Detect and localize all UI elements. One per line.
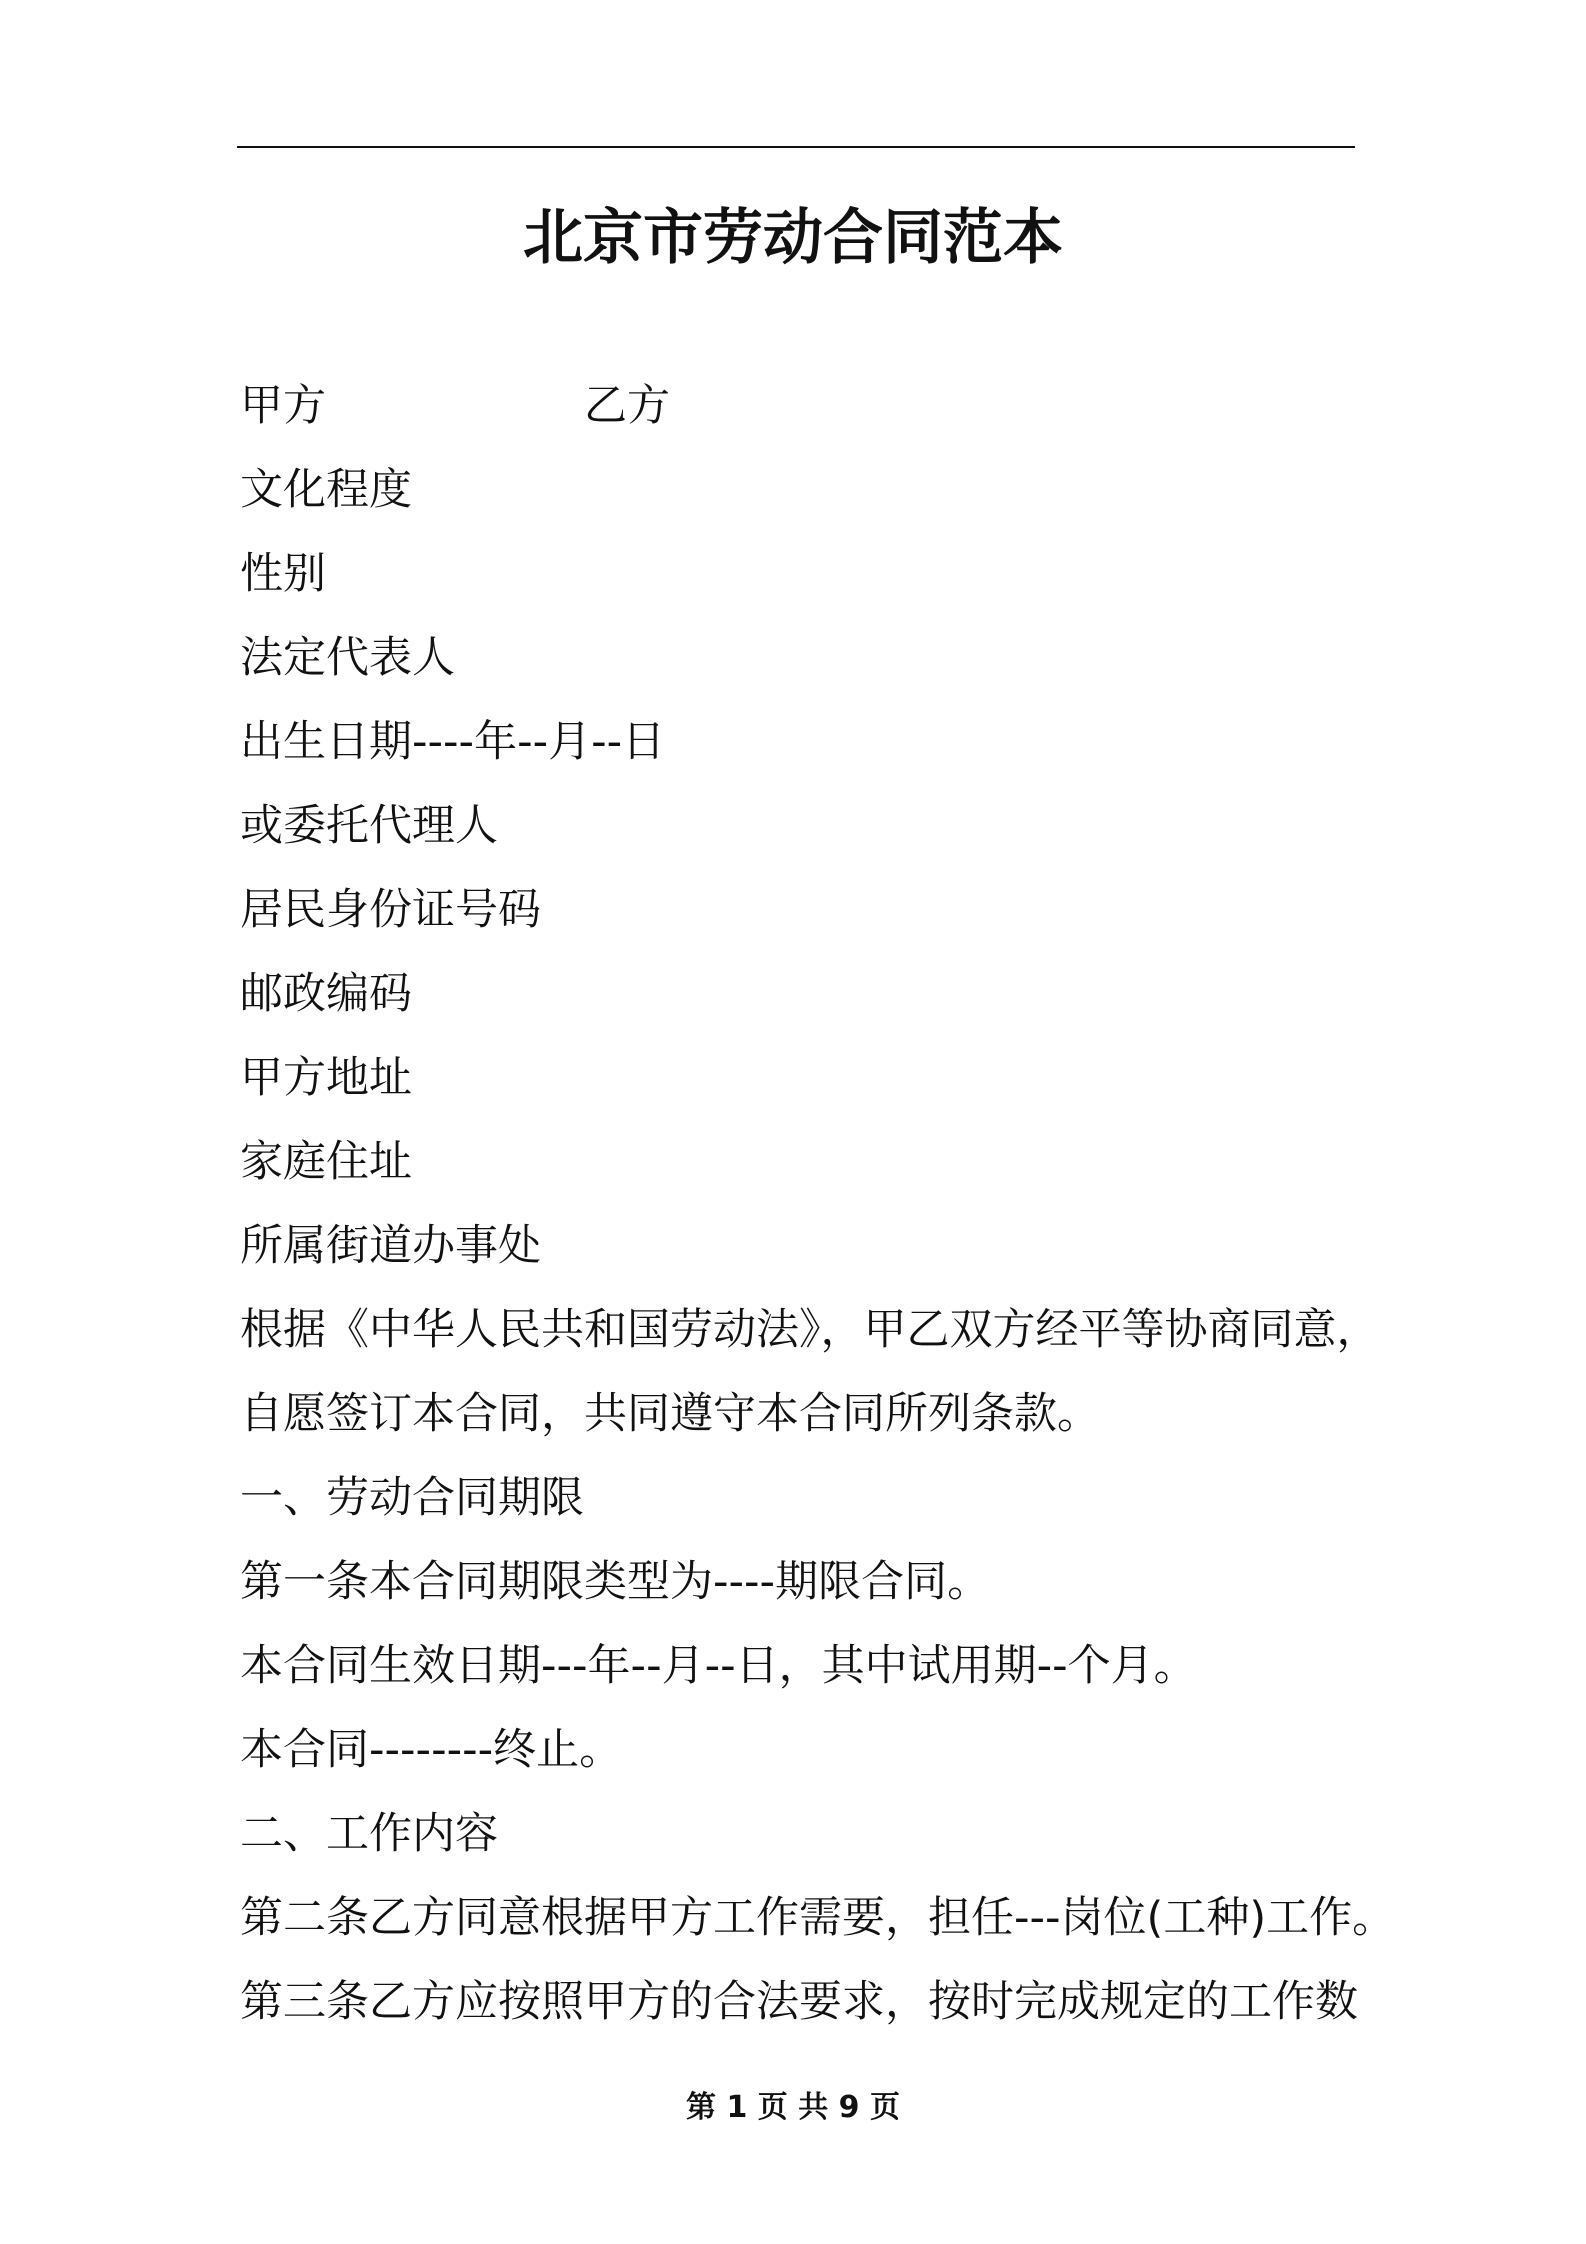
header-rule	[237, 146, 1355, 148]
party-line	[240, 364, 1380, 448]
education-label: 文化程度	[240, 465, 412, 515]
section-heading-contract-term: 一、劳动合同期限	[240, 1473, 584, 1523]
page-number-footer: 第 1 页 共 9 页	[686, 2090, 900, 2125]
article-2: 第二条乙方同意根据甲方工作需要，担任---岗位(工种)工作。	[240, 1893, 1396, 1943]
authorized-agent-label: 或委托代理人	[240, 801, 498, 851]
article-3-start: 第三条乙方应按照甲方的合法要求，按时完成规定的工作数	[240, 1977, 1358, 2027]
id-number-label: 居民身份证号码	[240, 885, 541, 935]
street-office-label: 所属街道办事处	[240, 1221, 541, 1271]
document-body	[240, 364, 1396, 2044]
party-a-address-label: 甲方地址	[240, 1053, 412, 1103]
preamble-line-1: 根据《中华人民共和国劳动法》，甲乙双方经平等协商同意，	[240, 1305, 1380, 1355]
party-b-label: 乙方	[584, 381, 670, 431]
birth-date-line: 出生日期----年--月--日	[240, 717, 666, 767]
preamble-line-2: 自愿签订本合同，共同遵守本合同所列条款。	[240, 1389, 1100, 1439]
gender-label: 性别	[240, 549, 326, 599]
home-address-label: 家庭住址	[240, 1137, 412, 1187]
party-a-label: 甲方	[240, 381, 326, 431]
document-title: 北京市劳动合同范本	[523, 203, 1063, 273]
effective-date-line: 本合同生效日期---年--月--日，其中试用期--个月。	[240, 1641, 1197, 1691]
legal-representative-label: 法定代表人	[240, 633, 455, 683]
section-heading-work-content: 二、工作内容	[240, 1809, 498, 1859]
postal-code-label: 邮政编码	[240, 969, 412, 1019]
article-1: 第一条本合同期限类型为----期限合同。	[240, 1557, 991, 1607]
termination-line: 本合同--------终止。	[240, 1725, 623, 1775]
